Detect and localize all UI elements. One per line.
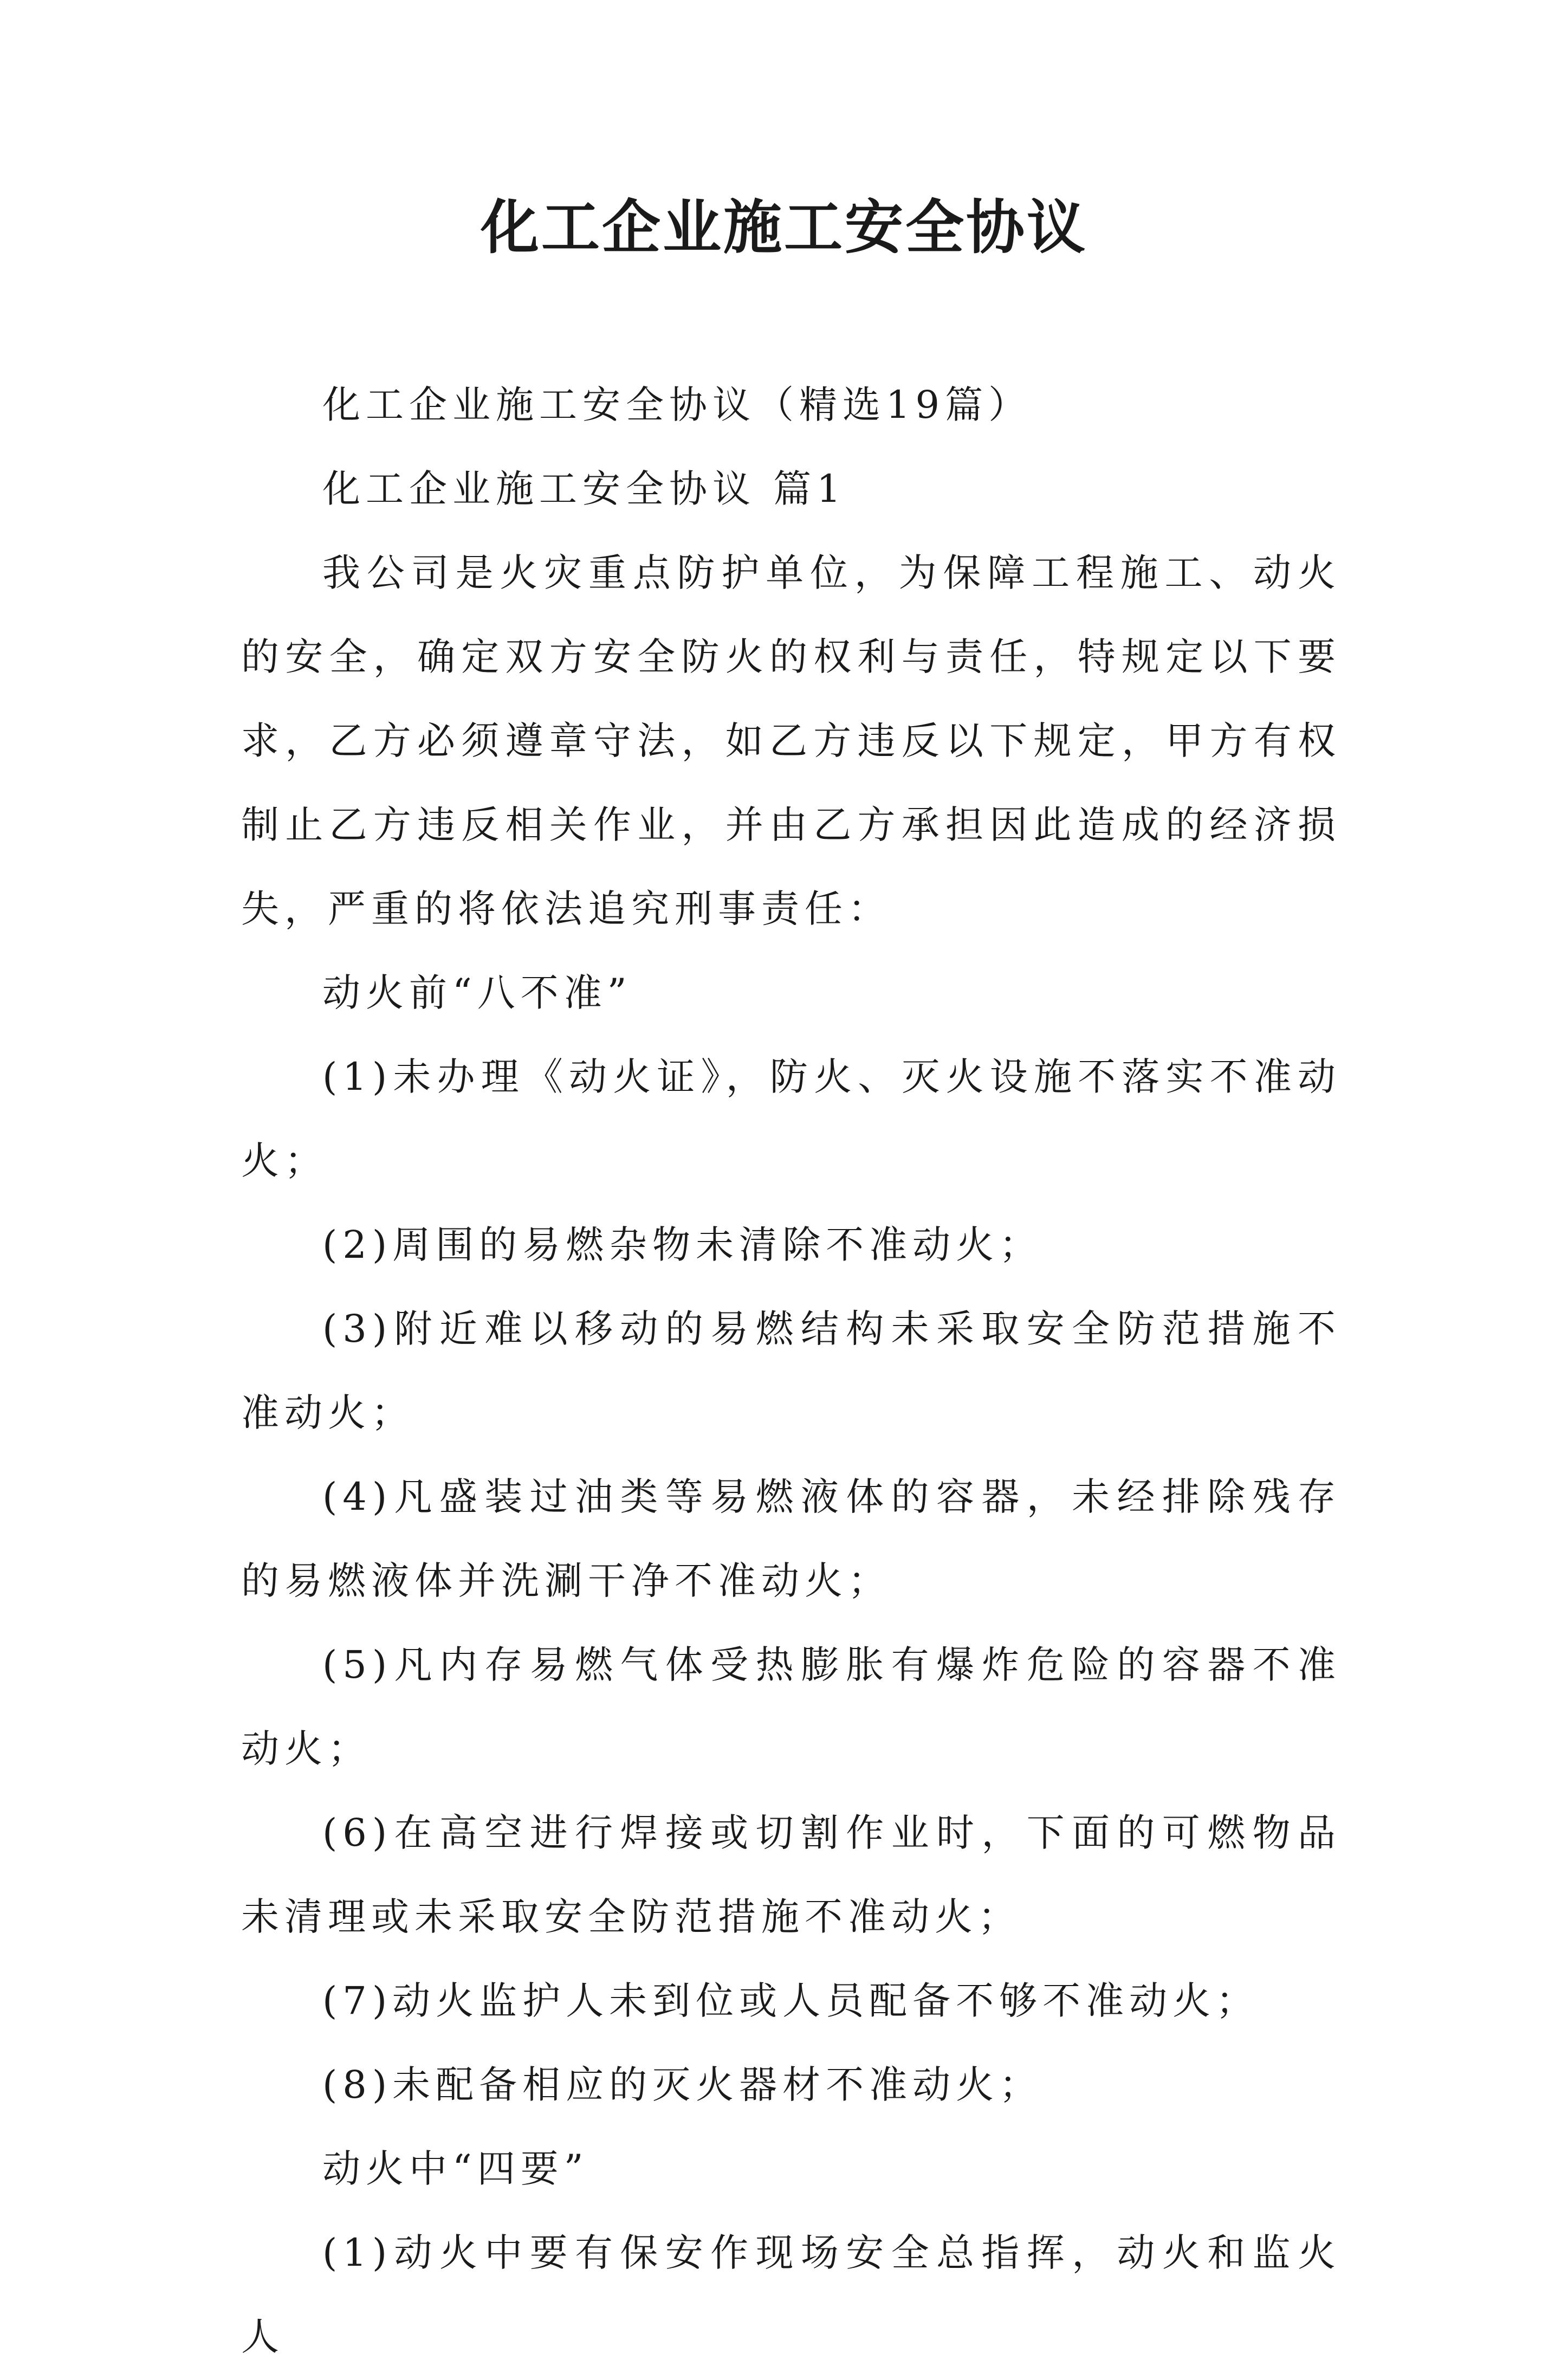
list-item: (1)动火中要有保安作现场安全总指挥，动火和监火人: [241, 2231, 1341, 2359]
list-item: (8)未配备相应的灭火器材不准动火；: [322, 2063, 1043, 2107]
subtitle-paragraph: 化工企业施工安全协议（精选19篇）: [322, 383, 1032, 427]
list-item: (6)在高空进行焊接或切割作业时，下面的可燃物品未清理或未采取安全防范措施不准动火；: [241, 1811, 1341, 1939]
list-item: (1)未办理《动火证》，防火、灭火设施不落实不准动火；: [241, 1055, 1341, 1183]
document-body: [241, 363, 1341, 2379]
list-item: (4)凡盛装过油类等易燃液体的容器，未经排除残存的易燃液体并洗涮干净不准动火；: [241, 1475, 1341, 1603]
intro-paragraph: 我公司是火灾重点防护单位，为保障工程施工、动火的安全，确定双方安全防火的权利与责任，特规定以下要求，乙方必须遵章守法，如乙方违反以下规定，甲方有权制止乙方违反相关作业，并由乙方承担因此造成的经济损失，严重的将依法追究刑事责任：: [241, 551, 1341, 931]
subsection-heading-four-requirements: 动火中“四要”: [322, 2147, 589, 2191]
section-heading: 化工企业施工安全协议 篇1: [322, 467, 846, 511]
list-item: (7)动火监护人未到位或人员配备不够不准动火；: [322, 1979, 1260, 2023]
subsection-heading-eight-prohibitions: 动火前“八不准”: [322, 971, 632, 1015]
document-title: 化工企业施工安全协议: [480, 193, 1087, 262]
list-item: (2)周围的易燃杂物未清除不准动火；: [322, 1223, 1043, 1267]
list-item: (5)凡内存易燃气体受热膨胀有爆炸危险的容器不准动火；: [241, 1643, 1341, 1771]
list-item: (3)附近难以移动的易燃结构未采取安全防范措施不准动火；: [241, 1307, 1341, 1435]
